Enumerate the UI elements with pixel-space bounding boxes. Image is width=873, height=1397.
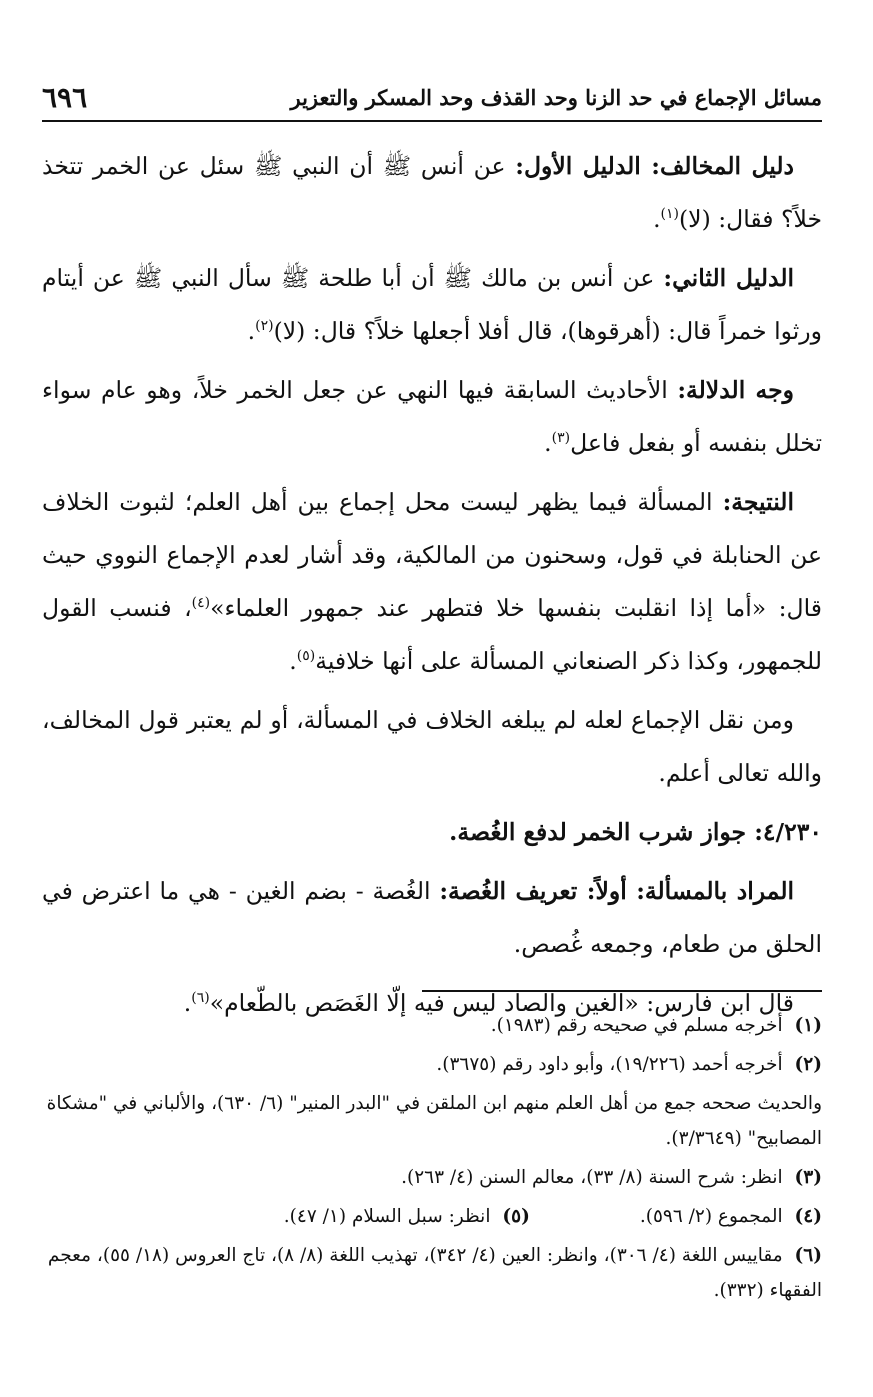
paragraph-text: ، فنسب القول للجمهور، وكذا ذكر الصنعاني المسألة على أنها خلافية bbox=[42, 594, 822, 675]
footnote-ref[interactable]: (٣) bbox=[551, 430, 571, 447]
punctuation: . bbox=[653, 205, 661, 233]
footnote-number: (٢) bbox=[794, 1054, 822, 1075]
bold-lead: وجه الدلالة: bbox=[677, 376, 794, 404]
paragraph-definition bbox=[42, 865, 822, 971]
paragraph-result bbox=[42, 476, 822, 688]
footnote-ref[interactable]: (٤) bbox=[191, 595, 211, 612]
punctuation: . bbox=[544, 429, 552, 457]
footnote-5 bbox=[284, 1199, 530, 1234]
paragraph-second-evidence bbox=[42, 252, 822, 358]
footnote-number: (١) bbox=[794, 1015, 822, 1036]
footnote-2 bbox=[42, 1047, 822, 1082]
footnote-number: (٤) bbox=[794, 1206, 822, 1227]
paragraph-conclusion bbox=[42, 694, 822, 800]
paragraph-indication bbox=[42, 364, 822, 470]
footnote-text: مقاييس اللغة (٤/ ٣٠٦)، وانظر: العين (٤/ ٣٤٢)، تهذيب اللغة (٨/ ٨)، تاج العروس (١٨/ ٥٥)، معجم الفقهاء (٣٣٢). bbox=[47, 1245, 822, 1301]
footnote-ref[interactable]: (١) bbox=[660, 206, 680, 223]
paragraph-text: ومن نقل الإجماع لعله لم يبلغه الخلاف في المسألة، أو لم يعتبر قول المخالف، والله تعالى أعلم. bbox=[42, 706, 822, 787]
paragraph-text: المسألة فيما يظهر ليست محل إجماع بين أهل العلم؛ لثبوت الخلاف عن الحنابلة في قول، وسحنون من المالكية، وقد أشار لعدم الإجماع النووي حيث قال: «أما إذا انقلبت بنفسها خلا فتطهر عند جمهور العلماء» bbox=[42, 488, 822, 622]
footnote-text: المجموع (٢/ ٥٩٦). bbox=[639, 1206, 783, 1227]
punctuation: . bbox=[289, 647, 297, 675]
footnote-number: (٥) bbox=[502, 1206, 530, 1227]
footnote-text: انظر: سبل السلام (١/ ٤٧). bbox=[283, 1206, 491, 1227]
footnote-3 bbox=[42, 1160, 822, 1195]
bold-lead: النتيجة: bbox=[722, 488, 794, 516]
paragraph-text: عن أنس ﷺ أن النبي ﷺ سئل عن الخمر تتخذ خلاً؟ فقال: (لا) bbox=[42, 152, 822, 233]
header-rule bbox=[42, 120, 822, 122]
footnote-text: أخرجه مسلم في صحيحه رقم (١٩٨٣). bbox=[490, 1015, 783, 1036]
bold-lead: الدليل الثاني: bbox=[663, 264, 795, 292]
footnote-number: (٣) bbox=[794, 1167, 822, 1188]
punctuation: . bbox=[183, 989, 192, 1017]
footnote-text: انظر: شرح السنة (٨/ ٣٣)، معالم السنن (٤/ ٢٦٣). bbox=[401, 1167, 783, 1188]
paragraph-text: الأحاديث السابقة فيها النهي عن جعل الخمر خلاً، وهو عام سواء تخلل بنفسه أو بفعل فاعل bbox=[42, 376, 822, 457]
footnote-number: (٦) bbox=[794, 1245, 822, 1266]
paragraph-first-evidence bbox=[42, 140, 822, 246]
footnotes bbox=[42, 1008, 822, 1312]
footnote-ref[interactable]: (٥) bbox=[296, 648, 316, 665]
page-header bbox=[42, 62, 822, 112]
main-text bbox=[42, 140, 822, 1036]
bold-lead: المراد بالمسألة: أولاً: تعريف الغُصة: bbox=[439, 877, 795, 905]
running-title: مسائل الإجماع في حد الزنا وحد القذف وحد المسكر والتعزير bbox=[290, 85, 822, 110]
bold-lead: دليل المخالف: الدليل الأول: bbox=[515, 152, 794, 180]
paragraph-text: الغُصة - بضم الغين - هي ما اعترض في الحلق من طعام، وجمعه غُصص. bbox=[42, 877, 822, 958]
footnote-2-continuation: والحديث صححه جمع من أهل العلم منهم ابن الملقن في "البدر المنير" (٦/ ٦٣٠)، والألباني في "مشكاة المصابيح" (٣/٣٦٤٩). bbox=[46, 1093, 822, 1149]
footnote-text: أخرجه أحمد (١٩/٢٢٦)، وأبو داود رقم (٣٦٧٥). bbox=[436, 1054, 783, 1075]
paragraph-text: عن أنس بن مالك ﷺ أن أبا طلحة ﷺ سأل النبي ﷺ عن أيتام ورثوا خمراً قال: (أهرقوها)، قال أفلا أجعلها خلاً؟ قال: (لا) bbox=[42, 264, 822, 345]
footnote-6 bbox=[42, 1238, 822, 1308]
punctuation: . bbox=[247, 317, 256, 345]
footnote-ref[interactable]: (٢) bbox=[255, 318, 274, 335]
footnote-4 bbox=[640, 1199, 822, 1234]
page-number: ٦٩٦ bbox=[42, 81, 88, 114]
footnote-ref[interactable]: (٦) bbox=[191, 990, 210, 1007]
footnote-row-4-5 bbox=[42, 1199, 822, 1234]
section-heading: ٤/٢٣٠: جواز شرب الخمر لدفع الغُصة. bbox=[449, 818, 822, 846]
footnote-1 bbox=[42, 1008, 822, 1043]
paragraph-text: قال ابن فارس: «الغين والصاد ليس فيه إلّا الغَصَص بالطّعام» bbox=[209, 989, 794, 1017]
